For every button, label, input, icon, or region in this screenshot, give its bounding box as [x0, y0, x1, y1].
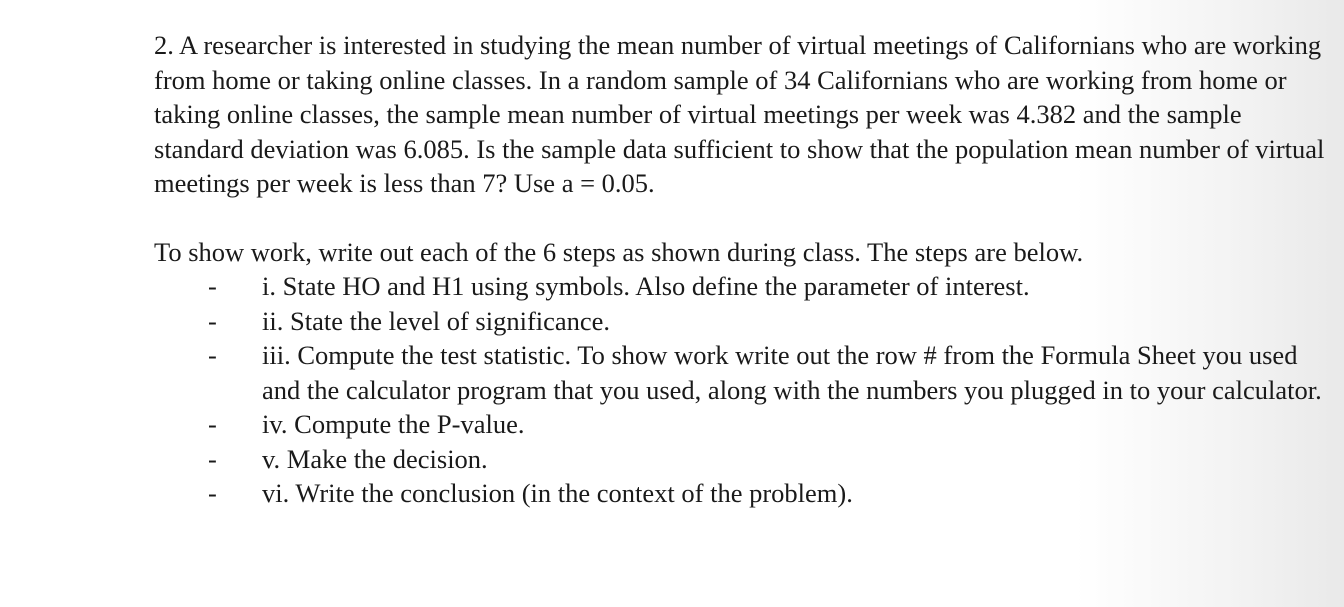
bullet-dash: - — [208, 478, 217, 508]
step-item — [154, 338, 1334, 407]
bullet-dash: - — [208, 271, 217, 301]
step-text: v. Make the decision. — [262, 443, 488, 474]
step-item — [154, 304, 1334, 339]
step-item — [154, 407, 1334, 442]
bullet-dash: - — [208, 305, 217, 336]
question-text: 2. A researcher is interested in studying the mean number of virtual meetings of Californians who are working from home or taking online classes. In a random sample of 34 Californians who are working from home or taking online classes, the sample mean number of virtual meetings per week was 4.382 and the sample standard deviation was 6.085. Is the sample data sufficient to show that the population mean number of virtual meetings per week is less than 7? Use a = 0.05. — [154, 30, 1325, 198]
step-text: i. State HO and H1 using symbols. Also define the parameter of interest. — [262, 271, 1030, 301]
document-page — [154, 28, 1334, 511]
step-text: iii. Compute the test statistic. To show work write out the row # from the Formula Sheet you used and the calculator program that you used, along with the numbers you plugged in to your calculator. — [262, 340, 1322, 405]
step-item — [154, 442, 1334, 477]
step-text: iv. Compute the P-value. — [262, 409, 525, 439]
step-text: vi. Write the conclusion (in the context of the problem). — [262, 478, 853, 508]
instructions-intro: To show work, write out each of the 6 steps as shown during class. The steps are below. — [154, 236, 1084, 267]
bullet-dash: - — [208, 443, 217, 474]
steps-list — [154, 269, 1334, 511]
bullet-dash: - — [208, 409, 217, 439]
bullet-dash: - — [208, 340, 217, 370]
step-item — [154, 476, 1334, 511]
step-item — [154, 269, 1334, 304]
step-text: ii. State the level of significance. — [262, 305, 611, 336]
